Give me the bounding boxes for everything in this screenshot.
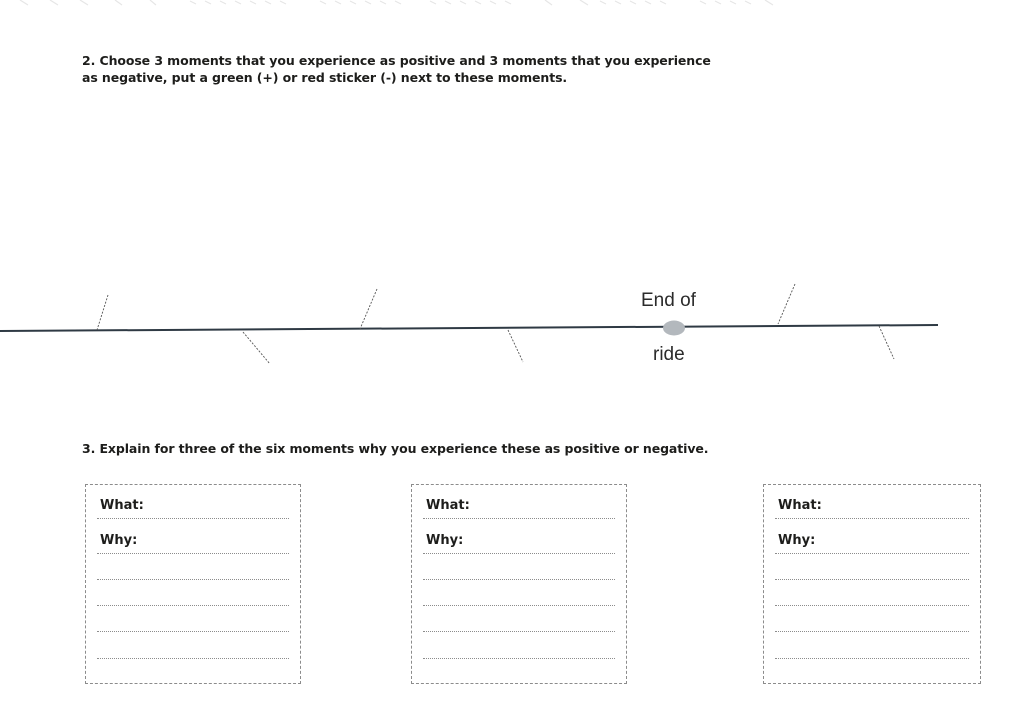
writing-line xyxy=(423,605,615,606)
timeline xyxy=(0,270,1024,380)
instruction-question-2: 2. Choose 3 moments that you experience as positive and 3 moments that you experience as negative, put a green (+) or red sticker (-) next to these moments. xyxy=(82,53,711,85)
writing-line xyxy=(775,553,969,554)
why-label: Why: xyxy=(778,533,816,548)
timeline-tick xyxy=(243,332,270,364)
instruction-question-3: 3. Explain for three of the six moments why you experience these as positive or negative. xyxy=(82,441,709,456)
timeline-tick xyxy=(879,326,894,359)
what-label: What: xyxy=(100,498,144,513)
writing-line xyxy=(775,518,969,519)
answer-box-3[interactable] xyxy=(763,484,981,684)
writing-line xyxy=(423,518,615,519)
writing-line xyxy=(775,579,969,580)
answer-box-2[interactable] xyxy=(411,484,627,684)
what-label: What: xyxy=(426,498,470,513)
answer-box-1[interactable] xyxy=(85,484,301,684)
writing-line xyxy=(97,553,289,554)
timeline-tick xyxy=(360,289,377,329)
timeline-tick xyxy=(778,284,795,324)
timeline-tick xyxy=(97,295,108,330)
writing-line xyxy=(97,658,289,659)
end-of-ride-marker xyxy=(663,321,685,336)
end-of-ride-label-top: End of xyxy=(641,290,696,311)
writing-line xyxy=(775,631,969,632)
writing-line xyxy=(423,658,615,659)
top-decoration xyxy=(0,0,1024,10)
writing-line xyxy=(97,518,289,519)
writing-line xyxy=(775,605,969,606)
writing-line xyxy=(423,553,615,554)
why-label: Why: xyxy=(426,533,464,548)
why-label: Why: xyxy=(100,533,138,548)
writing-line xyxy=(423,579,615,580)
timeline-line xyxy=(0,325,938,331)
writing-line xyxy=(97,631,289,632)
writing-line xyxy=(97,579,289,580)
what-label: What: xyxy=(778,498,822,513)
end-of-ride-label-bottom: ride xyxy=(653,344,685,365)
timeline-tick xyxy=(508,330,523,362)
writing-line xyxy=(423,631,615,632)
writing-line xyxy=(775,658,969,659)
writing-line xyxy=(97,605,289,606)
